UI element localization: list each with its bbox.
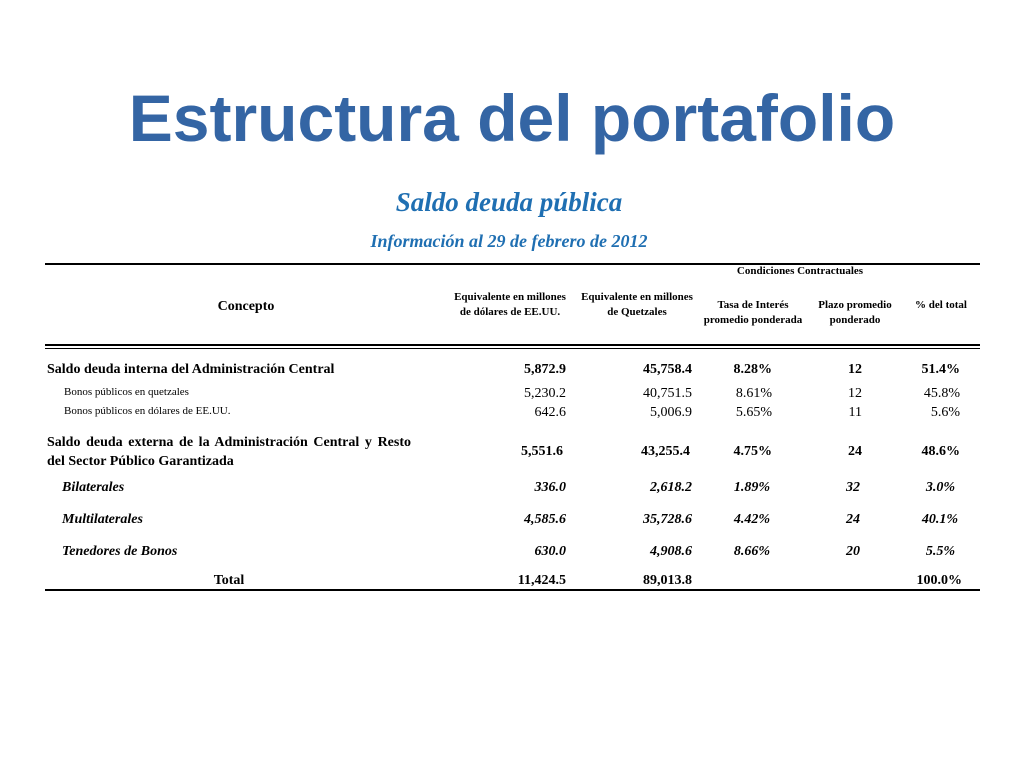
row-gtq: 4,908.6 — [650, 544, 692, 559]
row-concepto: Multilaterales — [62, 512, 143, 527]
row-usd: 5,872.9 — [524, 362, 566, 377]
header-gtq: Equivalente en millones de Quetzales — [581, 291, 693, 318]
row-tasa: 8.61% — [735, 386, 772, 401]
header-plazo: Plazo promedio ponderado — [818, 299, 892, 326]
total-gtq: 89,013.8 — [643, 573, 692, 588]
row-concepto-line2: del Sector Público Garantizada — [47, 454, 234, 469]
header-bottom-rule-1 — [45, 344, 980, 346]
row-plazo: 11 — [848, 405, 862, 420]
header-concepto: Concepto — [217, 299, 275, 314]
row-plazo: 12 — [848, 386, 862, 401]
total-label: Total — [213, 573, 245, 588]
row-gtq: 2,618.2 — [650, 480, 692, 495]
row-tasa: 4.42% — [733, 512, 770, 527]
row-gtq: 40,751.5 — [643, 386, 692, 401]
row-pct: 48.6% — [921, 444, 960, 459]
row-plazo: 24 — [846, 512, 860, 527]
row-usd: 5,551.6 — [521, 444, 563, 459]
row-tasa: 8.28% — [733, 362, 772, 377]
row-plazo: 32 — [846, 480, 860, 495]
header-pct: % del total — [915, 299, 967, 311]
header-tasa: Tasa de Interés promedio ponderada — [703, 299, 803, 326]
row-pct: 40.1% — [921, 512, 958, 527]
row-tasa: 1.89% — [733, 480, 770, 495]
row-pct: 3.0% — [925, 480, 955, 495]
total-usd: 11,424.5 — [517, 573, 566, 588]
row-usd: 630.0 — [534, 544, 566, 559]
date-info: Información al 29 de febrero de 2012 — [370, 231, 648, 251]
row-usd: 336.0 — [534, 480, 566, 495]
row-pct: 5.5% — [925, 544, 955, 559]
row-gtq: 5,006.9 — [650, 405, 692, 420]
row-usd: 642.6 — [534, 405, 566, 420]
row-concepto: Tenedores de Bonos — [62, 544, 178, 559]
row-gtq: 35,728.6 — [643, 512, 692, 527]
table-subtitle: Saldo deuda pública — [395, 187, 623, 217]
row-pct: 5.6% — [930, 405, 960, 420]
row-gtq: 43,255.4 — [641, 444, 690, 459]
row-tasa: 5.65% — [735, 405, 772, 420]
row-usd: 5,230.2 — [524, 386, 566, 401]
row-concepto: Bonos públicos en quetzales — [64, 386, 189, 398]
row-concepto-line1: Saldo deuda externa de la Administración Central y Resto — [47, 435, 411, 450]
row-gtq: 45,758.4 — [643, 362, 692, 377]
total-pct: 100.0% — [916, 573, 962, 588]
header-condiciones: Condiciones Contractuales — [736, 265, 864, 277]
page-title: Estructura del portafolio — [128, 81, 896, 155]
row-concepto: Bilaterales — [62, 480, 125, 495]
row-concepto: Bonos públicos en dólares de EE.UU. — [64, 405, 231, 417]
row-tasa: 4.75% — [733, 444, 772, 459]
row-usd: 4,585.6 — [524, 512, 566, 527]
header-bottom-rule-2 — [45, 348, 980, 349]
row-plazo: 12 — [848, 362, 862, 377]
row-tasa: 8.66% — [733, 544, 770, 559]
row-plazo: 20 — [846, 544, 860, 559]
row-concepto: Saldo deuda interna del Administración Central — [47, 362, 335, 377]
row-plazo: 24 — [848, 444, 862, 459]
header-usd: Equivalente en millones de dólares de EE.UU. — [454, 291, 566, 318]
row-pct: 51.4% — [921, 362, 960, 377]
row-pct: 45.8% — [923, 386, 960, 401]
